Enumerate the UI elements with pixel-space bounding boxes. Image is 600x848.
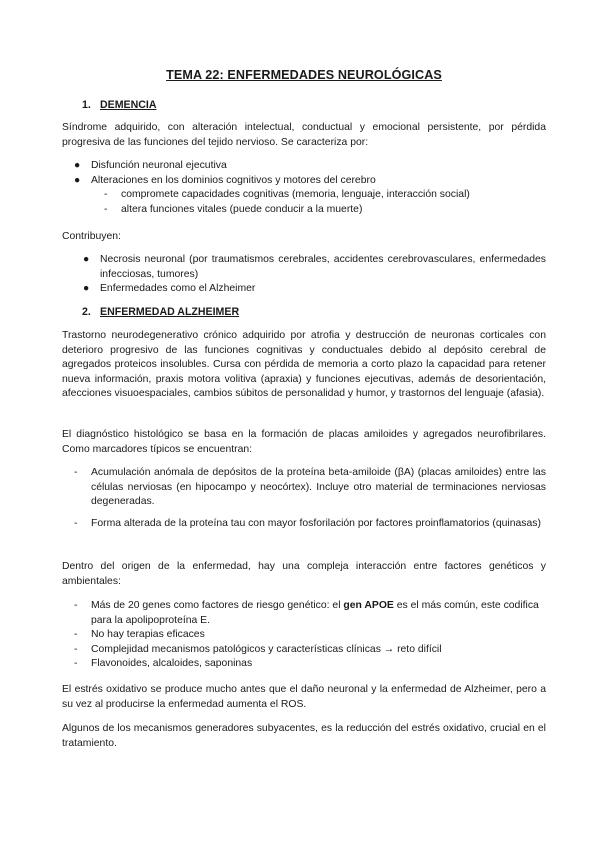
section-number: 2.	[82, 306, 91, 318]
mecanismos-paragraph: Algunos de los mecanismos generadores subyacentes, es la reducción del estrés oxidativo, crucial en el tratamiento.	[62, 723, 546, 749]
page-title: TEMA 22: ENFERMEDADES NEUROLÓGICAS	[166, 68, 442, 82]
bullet-icon: ●	[83, 283, 90, 295]
bullet-icon: ●	[74, 160, 81, 171]
demencia-bullet-list	[74, 159, 546, 188]
origen-paragraph: Dentro del origen de la enfermedad, hay una compleja interacción entre factores genéticos y ambientales:	[62, 561, 546, 587]
demencia-subbullet-list	[104, 188, 546, 217]
dash-icon: -	[104, 189, 108, 200]
list-item: ● Enfermedades como el Alzheimer	[100, 282, 546, 297]
section-number: 1.	[82, 99, 91, 111]
section-title: ENFERMEDAD ALZHEIMER	[100, 306, 240, 318]
dash-icon: -	[74, 517, 78, 529]
dash-icon: -	[74, 467, 78, 478]
demencia-intro: Síndrome adquirido, con alteración intelectual, conductual y emocional persistente, por pérdida progresiva de las funciones del tejido nervioso. Se caracteriza por:	[62, 122, 546, 148]
alzheimer-definition: Trastorno neurodegenerativo crónico adquirido por atrofia y destrucción de neuronas corticales con deterioro progresivo de las funciones cognitivas y conductuales debido al depósito cerebral de agregados proteicos insolubles. Cursa con pérdida de memoria a corto plazo la capacidad para retener nueva información, praxis motora volitiva (apraxia) y funciones ejecutivas, además de desorientación, afecciones visuoespaciales, cambios súbitos de personalidad y humor, y trastornos del lenguaje (afasia).	[62, 330, 546, 400]
contribuyen-label: Contribuyen:	[62, 231, 121, 242]
dash-icon: -	[74, 658, 78, 670]
section-title: DEMENCIA	[100, 99, 157, 111]
dash-icon: -	[74, 629, 78, 641]
list-item: ● Disfunción neuronal ejecutiva	[91, 159, 546, 174]
list-item: ● Alteraciones en los dominios cognitivos y motores del cerebro	[91, 174, 546, 189]
dash-icon: -	[74, 643, 78, 655]
list-item: - compromete capacidades cognitivas (memoria, lenguaje, interacción social)	[121, 188, 546, 203]
list-item: - Flavonoides, alcaloides, saponinas	[91, 657, 546, 672]
estres-oxidativo-paragraph: El estrés oxidativo se produce mucho antes que el daño neuronal y la enfermedad de Alzheimer, pero a su vez al producirse la enfermedad aumenta el ROS.	[62, 684, 546, 710]
section-heading-demencia	[82, 98, 157, 113]
bullet-icon: ●	[83, 254, 90, 265]
factors-list	[74, 599, 546, 672]
list-item: - No hay terapias eficaces	[91, 628, 546, 643]
list-item: - Más de 20 genes como factores de riesgo genético: el gen APOE es el más común, este codifica para la apolipoproteína E.	[74, 600, 539, 626]
markers-list	[74, 466, 546, 531]
gen-apoe-highlight: gen APOE	[343, 600, 394, 611]
list-item: ● Necrosis neuronal (por traumatismos cerebrales, accidentes cerebrovasculares, enfermedades infecciosas, tumores)	[83, 254, 546, 280]
bullet-icon: ●	[74, 174, 81, 186]
dash-icon: -	[104, 203, 108, 215]
list-item: - Forma alterada de la proteína tau con mayor fosforilación por factores proinflamatorios (quinasas)	[91, 517, 546, 532]
dash-icon: -	[74, 600, 78, 611]
list-item: - Complejidad mecanismos patológicos y características clínicas → reto difícil	[91, 643, 546, 658]
section-heading-alzheimer	[82, 305, 239, 320]
contribuyen-list	[83, 253, 546, 297]
list-item: - Acumulación anómala de depósitos de la proteína beta-amiloide (βA) (placas amiloides) entre las células nerviosas (en hipocampo y neocórtex). Incluye otro material de terminaciones nerviosas degeneradas.	[74, 467, 546, 508]
list-item: - altera funciones vitales (puede conducir a la muerte)	[121, 203, 546, 218]
diagnostico-paragraph: El diagnóstico histológico se basa en la formación de placas amiloides y agregados neurofibrilares. Como marcadores típicos se encuentran:	[62, 429, 546, 455]
